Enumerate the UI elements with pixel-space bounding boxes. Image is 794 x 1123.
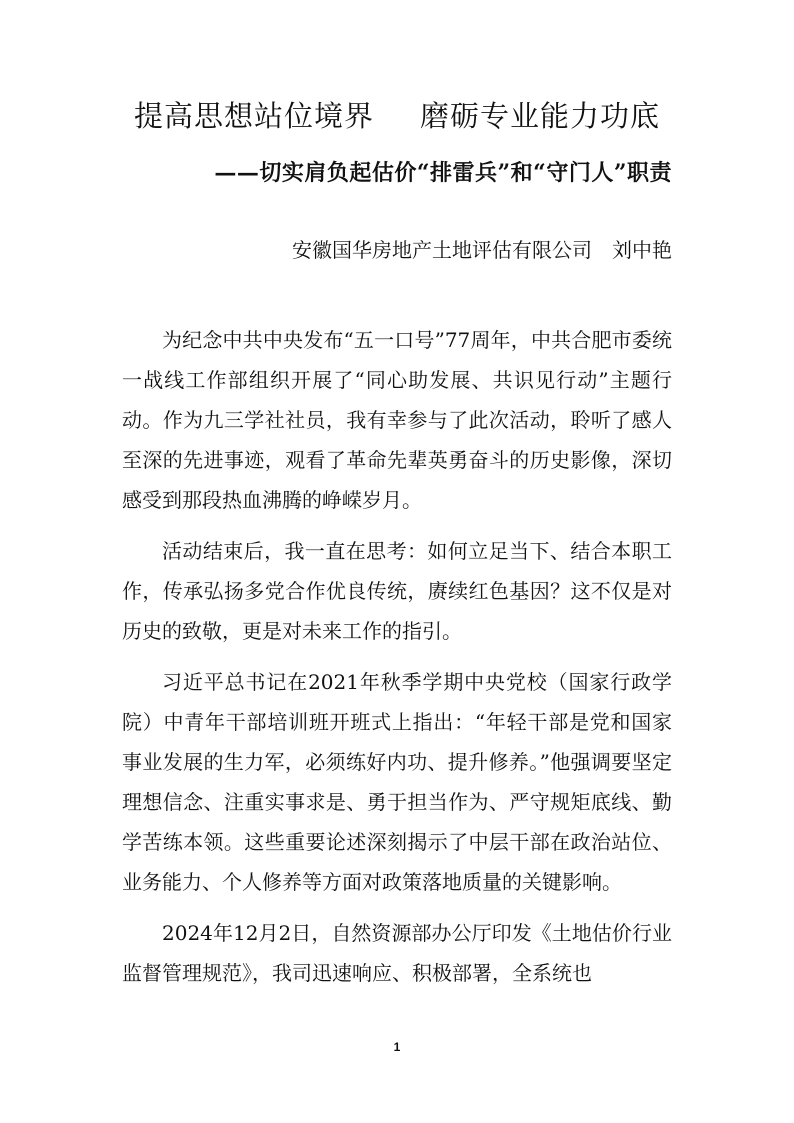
document-subtitle: ——切实肩负起估价“排雷兵”和“守门人”职责 (214, 160, 672, 186)
title-part-2: 磨砺专业能力功底 (420, 99, 661, 133)
document-body (122, 320, 672, 1004)
document-title (0, 92, 794, 140)
page-number: 1 (393, 1040, 401, 1054)
author-name: 刘中艳 (612, 238, 672, 262)
paragraph-4: 2024年12月2日，自然资源部办公厅印发《土地估价行业监督管理规范》，我司迅速响应、积极部署，全系统也 (122, 921, 672, 985)
paragraph-2: 活动结束后，我一直在思考：如何立足当下、结合本职工作，传承弘扬多党合作优良传统，赓续红色基因？这不仅是对历史的致敬，更是对未来工作的指引。 (122, 539, 672, 643)
author-line (292, 230, 672, 270)
author-organization: 安徽国华房地产土地评估有限公司 (292, 238, 592, 262)
title-part-1: 提高思想站位境界 (133, 99, 374, 133)
paragraph-3: 习近平总书记在2021年秋季学期中央党校（国家行政学院）中青年干部培训班开班式上指出：“年轻干部是党和国家事业发展的生力军，必须练好内功、提升修养。”他强调要坚定理想信念、注重实事求是、勇于担当作为、严守规矩底线、勤学苦练本领。这些重要论述深刻揭示了中层干部在政治站位、业务能力、个人修养等方面对政策落地质量的关键影响。 (122, 670, 672, 894)
paragraph-1: 为纪念中共中央发布“五一口号”77周年，中共合肥市委统一战线工作部组织开展了“同心助发展、共识见行动”主题行动。作为九三学社社员，我有幸参与了此次活动，聆听了感人至深的先进事迹，观看了革命先辈英勇奋斗的历史影像，深切感受到那段热血沸腾的峥嵘岁月。 (122, 328, 672, 512)
